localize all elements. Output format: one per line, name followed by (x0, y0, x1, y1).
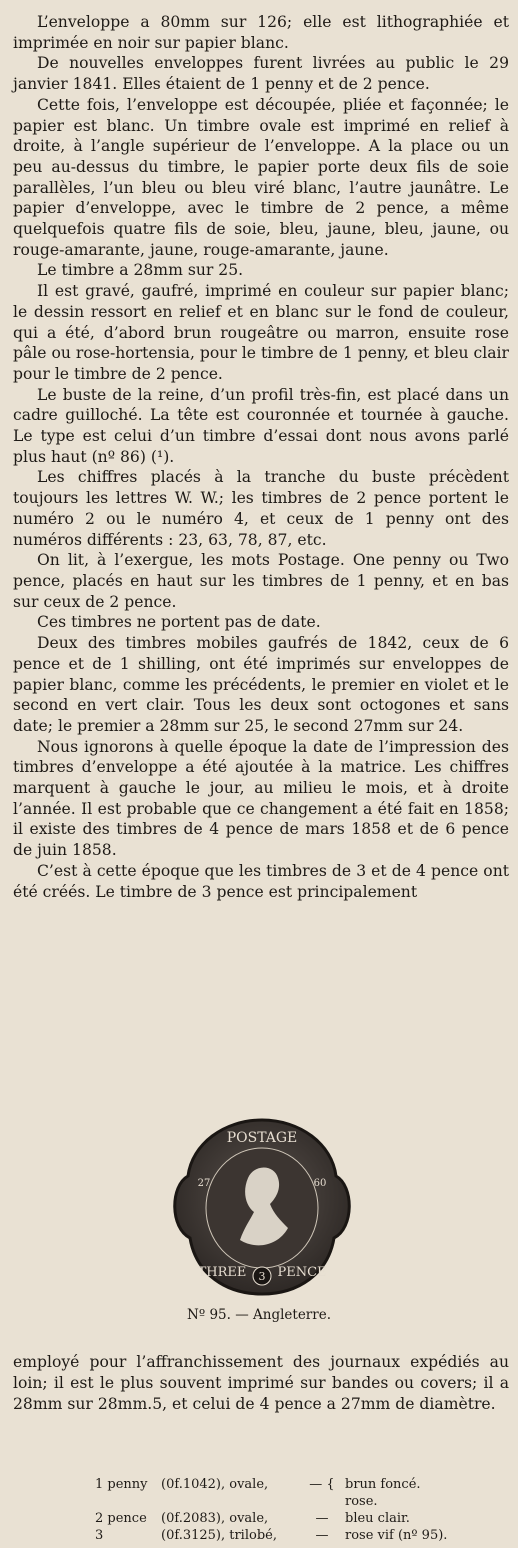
table-dash: — (315, 1528, 329, 1543)
paragraph: Cette fois, l’enveloppe est découpée, pliée et façonnée; le papier est blanc. Un timbre ovale est imprimé en relief à droite, à l’angle supérieur de l’enveloppe. A la place ou un peu au-dessus du timbre, le papier porte deux fils de soie parallèles, l’un bleu ou bleu viré blanc, l’autre jaunâtre. Le papier d’enveloppe, avec le timbre de 2 pence, a même quelquefois quatre fils de soie, bleu, jaune, bleu, jaune, ou rouge-amarante, jaune, rouge-amarante, jaune. (13, 95, 509, 259)
stamp-center-number: 3 (258, 1270, 266, 1283)
paragraph: Le timbre a 28mm sur 25. (37, 261, 244, 280)
price-table (95, 1476, 515, 1544)
paragraph: Ces timbres ne portent pas de date. (37, 613, 321, 632)
table-denom: 3 (95, 1528, 104, 1543)
paragraph: Deux des timbres mobiles gaufrés de 1842, ceux de 6 pence et de 1 shilling, ont été imprimés sur enveloppes de papier blanc, comme les précédents, le premier en violet et le second en vert clair. Tous les deux sont octogones et sans date; le premier a 28mm sur 25, le second 27mm sur 24. (13, 634, 509, 735)
paragraph: Les chiffres placés à la tranche du buste précèdent toujours les lettres W. W.; les timbres de 2 pence portent le numéro 2 ou le numéro 4, et ceux de 1 penny ont des numéros différents : 23, 63, 78, 87, etc. (13, 468, 509, 549)
stamp-right-number: 60 (313, 1178, 327, 1189)
stamp-left-number: 27 (197, 1178, 211, 1189)
table-dash: — (315, 1511, 329, 1526)
table-color-1: brun foncé. (345, 1477, 421, 1492)
table-color (345, 1476, 505, 1510)
paragraph: Il est gravé, gaufré, imprimé en couleur sur papier blanc; le dessin ressort en relief et en blanc sur le fond de couleur, qui a été, d’abord brun rougeâtre ou marron, ensuite rose pâle ou rose-hortensia, pour le timbre de 1 penny, et bleu clair pour le timbre de 2 pence. (13, 282, 509, 383)
table-dash: — { (309, 1477, 335, 1492)
stamp-bottom-text2: PENCE (277, 1265, 327, 1280)
table-denom: 1 penny (95, 1477, 148, 1492)
table-row (95, 1476, 515, 1510)
table-color: rose vif (nº 95). (345, 1528, 448, 1543)
paragraph: L’enveloppe a 80mm sur 126; elle est lithographiée et imprimée en noir sur papier blanc. (13, 13, 509, 52)
figure-caption: Nº 95. — Angleterre. (187, 1307, 331, 1323)
table-price: (0f.2083), ovale, (161, 1511, 269, 1526)
continuation-text: employé pour l’affranchissement des journaux expédiés au loin; il est le plus souvent imprimé sur bandes ou covers; il a 28mm sur 28mm.5, et celui de 4 pence a 27mm de diamètre. (13, 1353, 509, 1413)
table-price: (0f.1042), ovale, (161, 1477, 269, 1492)
stamp-bottom-text: THREE (197, 1265, 247, 1280)
stamp-top-text: POSTAGE (226, 1130, 298, 1146)
table-color-2: rose. (345, 1494, 378, 1509)
stamp-svg (170, 1116, 354, 1296)
paragraph: Le buste de la reine, d’un profil très-fin, est placé dans un cadre guilloché. La tête est couronnée et tournée à gauche. Le type est celui d’un timbre d’essai dont nous avons parlé plus haut (nº 86) (¹). (13, 385, 509, 466)
paragraph: Nous ignorons à quelle époque la date de l’impression des timbres d’enveloppe a été ajoutée à la matrice. Les chiffres marquent à gauche le jour, au milieu le mois, et à droite l’année. Il est probable que ce changement a été fait en 1858; il existe des timbres de 4 pence de mars 1858 et de 6 pence de juin 1858. (13, 737, 509, 860)
main-text (13, 12, 509, 902)
table-row (95, 1527, 515, 1544)
paragraph: De nouvelles enveloppes furent livrées au public le 29 janvier 1841. Elles étaient de 1 penny et de 2 pence. (13, 54, 509, 94)
paragraph: C’est à cette époque que les timbres de 3 et de 4 pence ont été créés. Le timbre de 3 pence est principalement (13, 861, 509, 901)
table-price: (0f.3125), trilobé, (161, 1528, 277, 1543)
table-denom: 2 pence (95, 1511, 147, 1526)
stamp-illustration (170, 1116, 354, 1296)
table-row (95, 1510, 515, 1527)
table-color: bleu clair. (345, 1511, 410, 1526)
paragraph: On lit, à l’exergue, les mots Postage. One penny ou Two pence, placés en haut sur les timbres de 1 penny, et en bas sur ceux de 2 pence. (13, 551, 509, 611)
